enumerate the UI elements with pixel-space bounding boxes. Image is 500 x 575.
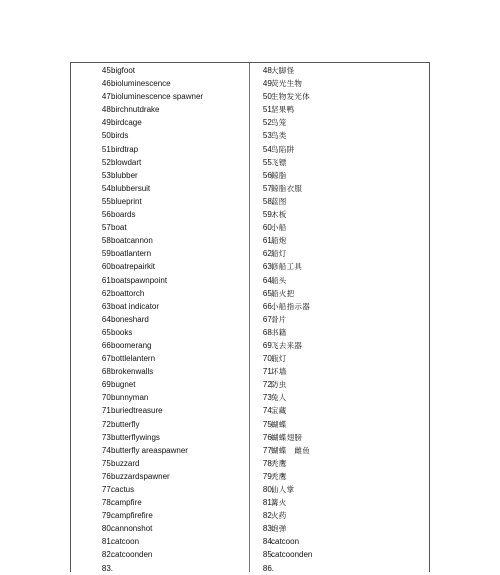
row-translation: 瓶灯	[271, 354, 287, 364]
row-number: 58.	[101, 236, 113, 246]
row-translation: 鲸脂	[271, 170, 287, 180]
table-row	[71, 64, 249, 77]
table-row	[250, 313, 430, 326]
row-term: books	[111, 327, 133, 337]
row-number: 85.	[262, 550, 274, 560]
row-translation: 骨片	[271, 314, 287, 324]
row-number: 80.	[262, 485, 274, 494]
row-translation: 蝴蝶翅膀	[271, 432, 303, 442]
table-row	[250, 509, 430, 522]
row-translation: 生物发光体	[271, 92, 310, 102]
table-row	[71, 509, 249, 522]
table-row	[71, 156, 249, 169]
row-number: 45.	[101, 66, 113, 75]
row-translation: 鲸脂衣服	[271, 183, 303, 193]
row-translation: 坏墙	[271, 367, 287, 377]
row-number: 55.	[101, 196, 113, 206]
row-number: 66.	[101, 340, 113, 350]
table-row	[250, 496, 430, 509]
row-term: butterflywings	[111, 432, 160, 442]
row-term: birdtrap	[111, 144, 139, 154]
row-number: 51.	[262, 105, 274, 115]
row-number: 52.	[262, 118, 274, 128]
table-row	[250, 274, 430, 287]
row-term: catcoon	[111, 537, 140, 547]
table-row	[71, 444, 249, 457]
row-number: 55.	[262, 157, 274, 167]
row-number: 59.	[262, 210, 274, 220]
table-row	[250, 431, 430, 444]
row-term: bioluminescence spawner	[111, 92, 204, 102]
table-row	[250, 418, 430, 431]
row-term: brokenwalls	[111, 367, 154, 377]
row-number: 70.	[262, 354, 274, 364]
row-term: boat	[111, 223, 127, 233]
table-row	[250, 103, 430, 116]
row-translation: 蝴蝶	[271, 419, 287, 429]
row-translation: 火药	[271, 511, 287, 521]
row-term: boatrepairkit	[111, 262, 156, 272]
table-row	[71, 470, 249, 483]
table-row	[71, 496, 249, 509]
row-term: boneshard	[111, 314, 149, 324]
row-translation: 荧光生物	[271, 79, 303, 89]
row-number: 59.	[101, 249, 113, 259]
row-translation: 小船指示器	[271, 301, 310, 311]
row-number: 48.	[262, 66, 274, 75]
row-number: 50.	[101, 131, 113, 141]
row-number: 68.	[262, 327, 274, 337]
row-term: boomerang	[111, 340, 152, 350]
row-translation: 船灯	[271, 249, 287, 259]
table-row	[250, 234, 430, 247]
row-term: buzzard	[111, 458, 140, 468]
row-term: buzzardspawner	[111, 471, 170, 481]
row-translation: 秃鹰	[271, 458, 287, 468]
table-row	[71, 169, 249, 182]
table-row	[71, 247, 249, 260]
row-number: 61.	[101, 275, 113, 285]
row-number: 54.	[101, 183, 113, 193]
row-number: 66.	[262, 301, 274, 311]
table-row	[250, 129, 430, 142]
row-number: 72.	[101, 419, 113, 429]
table-row	[71, 234, 249, 247]
table-row	[250, 562, 430, 575]
table-row	[71, 483, 249, 496]
table-row	[250, 208, 430, 221]
row-translation: 飞去来器	[271, 340, 303, 350]
table-row	[250, 77, 430, 90]
row-term: butterfly areaspawner	[111, 445, 188, 455]
table-row	[250, 300, 430, 313]
row-number: 71.	[101, 406, 113, 416]
table-row	[250, 365, 430, 378]
row-term: birchnutdrake	[111, 105, 160, 115]
table-row	[71, 195, 249, 208]
table-row	[71, 535, 249, 548]
row-number: 83.	[262, 524, 274, 534]
row-translation: 小船	[271, 223, 287, 233]
table-row	[71, 116, 249, 129]
row-translation: 鸟笼	[271, 118, 287, 128]
table-row	[250, 470, 430, 483]
row-term: blueprint	[111, 196, 142, 206]
row-number: 75.	[262, 419, 274, 429]
table-row	[71, 378, 249, 391]
row-number: 53.	[262, 131, 274, 141]
row-translation: 大脚怪	[271, 66, 295, 75]
row-translation: catcoon	[271, 537, 300, 547]
row-term: boatlantern	[111, 249, 152, 259]
table-row	[71, 326, 249, 339]
row-translation: 宝藏	[271, 406, 287, 416]
table-row	[71, 77, 249, 90]
row-number: 56.	[262, 170, 274, 180]
row-term: boat indicator	[111, 301, 160, 311]
table-row	[250, 195, 430, 208]
table-row	[250, 64, 430, 77]
row-number: 60.	[101, 262, 113, 272]
table-row	[250, 287, 430, 300]
table-row	[250, 535, 430, 548]
row-number: 65.	[262, 288, 274, 298]
row-term: butterfly	[111, 419, 140, 429]
row-term: campfirefire	[111, 511, 153, 521]
row-term: blubbersuit	[111, 183, 151, 193]
table-row	[71, 260, 249, 273]
row-term: cactus	[111, 485, 135, 494]
row-number: 57.	[101, 223, 113, 233]
row-number: 53.	[101, 170, 113, 180]
table-row	[71, 522, 249, 535]
row-translation: 炮弹	[271, 524, 287, 534]
row-number: 48.	[101, 105, 113, 115]
row-translation: 船头	[271, 275, 287, 285]
table-row	[250, 169, 430, 182]
row-number: 73.	[262, 393, 274, 403]
row-number: 49.	[101, 118, 113, 128]
row-term: boatcannon	[111, 236, 153, 246]
row-number: 86.	[262, 563, 274, 573]
row-number: 73.	[101, 432, 113, 442]
row-number: 67.	[101, 354, 113, 364]
row-number: 72.	[262, 380, 274, 390]
row-number: 62.	[262, 249, 274, 259]
row-translation: 船炮	[271, 236, 287, 246]
row-translation: catcoonden	[271, 550, 313, 560]
table-row	[71, 300, 249, 313]
table-row	[71, 313, 249, 326]
table-row	[71, 221, 249, 234]
table-row	[71, 457, 249, 470]
row-number: 80.	[101, 524, 113, 534]
table-row	[250, 352, 430, 365]
row-term: bioluminescence	[111, 79, 171, 89]
table-row	[71, 90, 249, 103]
table-row	[71, 129, 249, 142]
row-number: 65.	[101, 327, 113, 337]
table-row	[250, 522, 430, 535]
row-term: blowdart	[111, 157, 142, 167]
row-number: 79.	[101, 511, 113, 521]
row-number: 67.	[262, 314, 274, 324]
row-translation: 蓝图	[271, 196, 287, 206]
table-row	[71, 143, 249, 156]
row-term: bottlelantern	[111, 354, 156, 364]
row-number: 78.	[101, 498, 113, 508]
table-row	[250, 378, 430, 391]
row-term: cannonshot	[111, 524, 153, 534]
row-translation: 兔人	[271, 393, 287, 403]
row-number: 69.	[262, 340, 274, 350]
table-row	[71, 391, 249, 404]
row-number: 60.	[262, 223, 274, 233]
row-number: 82.	[101, 550, 113, 560]
row-term: birdcage	[111, 118, 142, 128]
row-translation: 坚果鸭	[271, 105, 295, 115]
table-row	[71, 287, 249, 300]
row-number: 78.	[262, 458, 274, 468]
row-number: 79.	[262, 471, 274, 481]
table-row	[250, 457, 430, 470]
row-term: bugnet	[111, 380, 136, 390]
row-number: 64.	[101, 314, 113, 324]
row-number: 57.	[262, 183, 274, 193]
row-translation: 防虫	[271, 380, 287, 390]
row-number: 69.	[101, 380, 113, 390]
row-number: 50.	[262, 92, 274, 102]
row-translation: 木板	[271, 210, 287, 220]
table-row	[71, 208, 249, 221]
table-row	[250, 90, 430, 103]
row-number: 68.	[101, 367, 113, 377]
row-translation: 篝火	[271, 498, 287, 508]
row-number: 54.	[262, 144, 274, 154]
row-term: bunnyman	[111, 393, 149, 403]
row-term: buriedtreasure	[111, 406, 163, 416]
row-translation: 鸟类	[271, 131, 287, 141]
chinese-column	[250, 64, 430, 575]
row-term: boatspawnpoint	[111, 275, 168, 285]
row-translation: 修船工具	[271, 262, 303, 272]
row-term: campfire	[111, 498, 142, 508]
row-translation: 船火把	[271, 288, 295, 298]
table-row	[250, 156, 430, 169]
row-number: 84.	[262, 537, 274, 547]
row-number: 77.	[262, 445, 274, 455]
table-row	[71, 562, 249, 575]
row-number: 81.	[101, 537, 113, 547]
table-row	[71, 404, 249, 417]
row-number: 46.	[101, 79, 113, 89]
table-row	[250, 326, 430, 339]
row-number: 82.	[262, 511, 274, 521]
table-row	[250, 221, 430, 234]
row-translation: 秃鹰	[271, 471, 287, 481]
table-row	[71, 431, 249, 444]
table-row	[250, 260, 430, 273]
row-number: 83.	[101, 563, 113, 573]
row-number: 81.	[262, 498, 274, 508]
table-row	[71, 274, 249, 287]
table-row	[250, 247, 430, 260]
row-number: 74.	[262, 406, 274, 416]
row-number: 61.	[262, 236, 274, 246]
row-number: 77.	[101, 485, 113, 494]
row-translation: 蝴蝶 雌鱼	[271, 445, 310, 455]
row-number: 63.	[101, 301, 113, 311]
english-column	[71, 64, 249, 575]
row-translation: 鸟陷阱	[271, 144, 295, 154]
row-number: 74.	[101, 445, 113, 455]
row-number: 52.	[101, 157, 113, 167]
table-row	[250, 404, 430, 417]
table-row	[71, 365, 249, 378]
row-translation: 书籍	[271, 327, 287, 337]
row-number: 64.	[262, 275, 274, 285]
row-term: boards	[111, 210, 136, 220]
table-row	[71, 103, 249, 116]
table-row	[250, 339, 430, 352]
row-number: 62.	[101, 288, 113, 298]
row-number: 56.	[101, 210, 113, 220]
row-term: birds	[111, 131, 129, 141]
row-number: 49.	[262, 79, 274, 89]
table-row	[250, 391, 430, 404]
row-number: 63.	[262, 262, 274, 272]
table-row	[71, 182, 249, 195]
row-number: 71.	[262, 367, 274, 377]
row-number: 58.	[262, 196, 274, 206]
row-number: 70.	[101, 393, 113, 403]
vocabulary-table	[70, 62, 430, 572]
table-row	[71, 339, 249, 352]
row-number: 47.	[101, 92, 113, 102]
table-row	[250, 483, 430, 496]
row-number: 76.	[262, 432, 274, 442]
row-term: boattorch	[111, 288, 145, 298]
table-row	[250, 143, 430, 156]
table-row	[71, 352, 249, 365]
row-translation: 仙人掌	[271, 485, 295, 494]
row-number: 75.	[101, 458, 113, 468]
row-translation: 飞镖	[271, 157, 287, 167]
table-row	[71, 548, 249, 561]
row-number: 51.	[101, 144, 113, 154]
row-term: bigfoot	[111, 66, 136, 75]
table-row	[71, 418, 249, 431]
table-row	[250, 444, 430, 457]
row-term: catcoonden	[111, 550, 153, 560]
table-row	[250, 116, 430, 129]
table-row	[250, 182, 430, 195]
row-number: 76.	[101, 471, 113, 481]
table-row	[250, 548, 430, 561]
row-term: blubber	[111, 170, 138, 180]
